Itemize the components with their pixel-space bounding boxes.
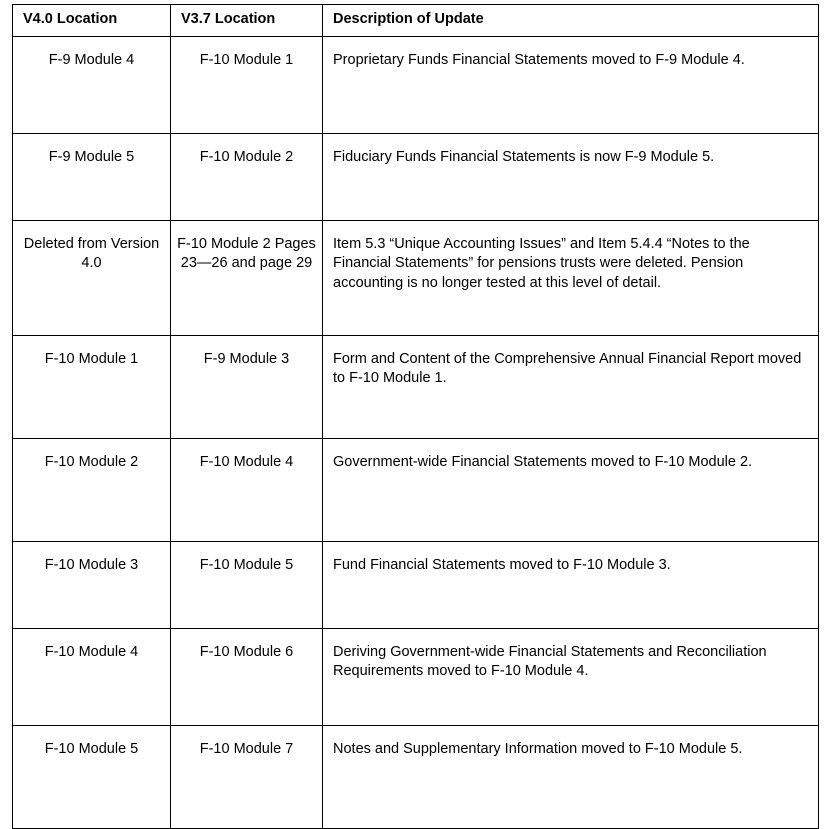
cell-description: Notes and Supplementary Information moved to F-10 Module 5. [323,725,819,828]
cell-v40-location: F-9 Module 5 [13,133,171,220]
table-row [13,220,819,335]
table-header [13,5,819,37]
table-row [13,628,819,725]
cell-v37-location: F-10 Module 7 [171,725,323,828]
version-update-table [12,4,819,829]
cell-v37-location: F-10 Module 2 Pages 23—26 and page 29 [171,220,323,335]
cell-v37-location: F-10 Module 1 [171,36,323,133]
cell-v37-location: F-10 Module 4 [171,438,323,541]
cell-v40-location: F-9 Module 4 [13,36,171,133]
cell-description: Fund Financial Statements moved to F-10 Module 3. [323,541,819,628]
table-body [13,36,819,828]
cell-description: Government-wide Financial Statements moved to F-10 Module 2. [323,438,819,541]
cell-description: Deriving Government-wide Financial Statements and Reconciliation Requirements moved to F-10 Module 4. [323,628,819,725]
cell-v37-location: F-10 Module 5 [171,541,323,628]
table-row [13,438,819,541]
cell-description: Form and Content of the Comprehensive Annual Financial Report moved to F-10 Module 1. [323,335,819,438]
cell-description: Item 5.3 “Unique Accounting Issues” and Item 5.4.4 “Notes to the Financial Statements” for pensions trusts were deleted. Pension accounting is no longer tested at this level of detail. [323,220,819,335]
table-row [13,541,819,628]
cell-description: Fiduciary Funds Financial Statements is now F-9 Module 5. [323,133,819,220]
table-row [13,36,819,133]
cell-v40-location: F-10 Module 4 [13,628,171,725]
cell-v40-location: F-10 Module 2 [13,438,171,541]
cell-v40-location: F-10 Module 5 [13,725,171,828]
column-header-v40-location: V4.0 Location [13,5,171,37]
cell-v37-location: F-10 Module 6 [171,628,323,725]
cell-v40-location: Deleted from Version 4.0 [13,220,171,335]
cell-v37-location: F-9 Module 3 [171,335,323,438]
cell-description: Proprietary Funds Financial Statements moved to F-9 Module 4. [323,36,819,133]
column-header-v37-location: V3.7 Location [171,5,323,37]
table-row [13,133,819,220]
cell-v40-location: F-10 Module 1 [13,335,171,438]
cell-v40-location: F-10 Module 3 [13,541,171,628]
table-row [13,335,819,438]
document-page [0,4,829,757]
cell-v37-location: F-10 Module 2 [171,133,323,220]
column-header-description: Description of Update [323,5,819,37]
table-header-row [13,5,819,37]
table-row [13,725,819,828]
